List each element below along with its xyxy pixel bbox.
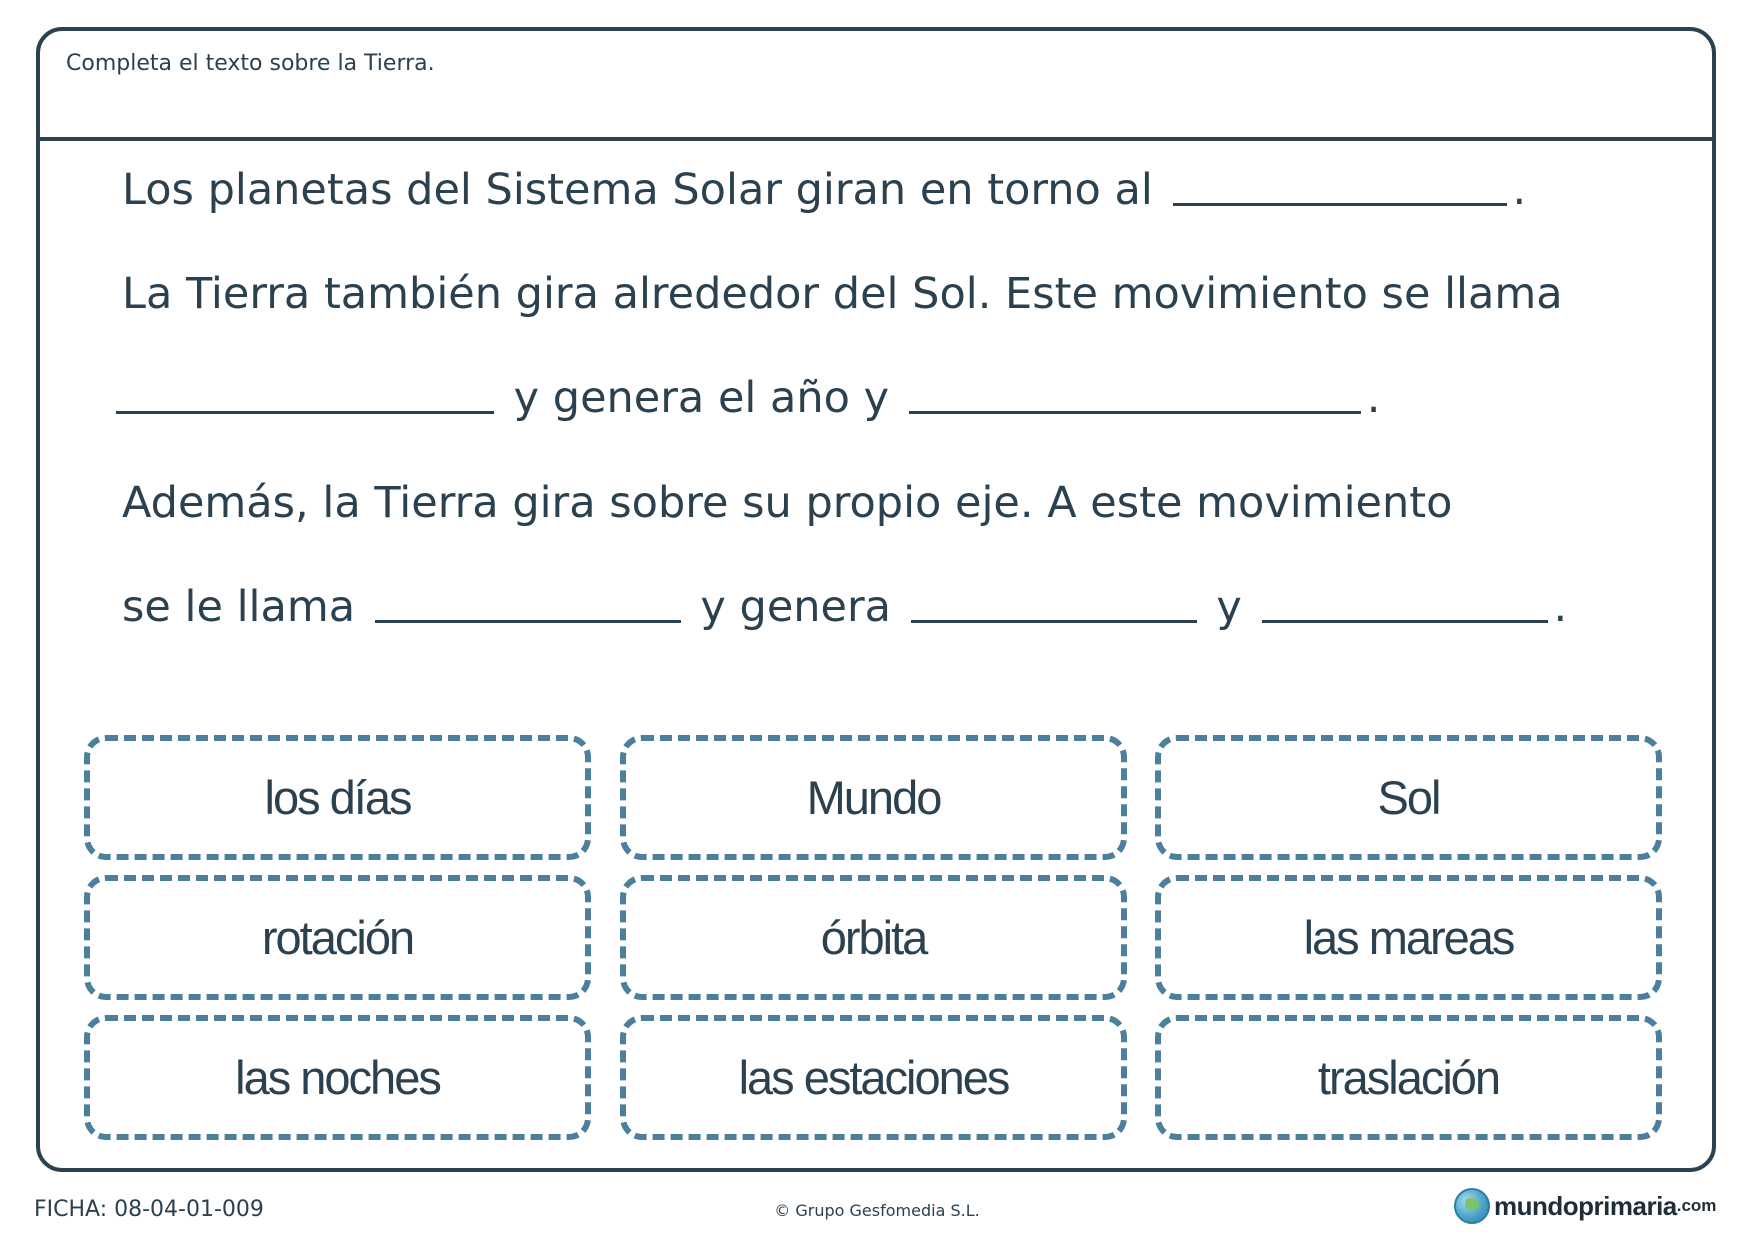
sentence-text: Además, la Tierra gira sobre su propio eje. A este movimiento <box>122 478 1453 528</box>
card-header <box>40 31 1712 141</box>
sentence-line-2 <box>122 269 1563 319</box>
copyright-text: © Grupo Gesfomedia S.L. <box>774 1201 980 1220</box>
sentence-line-4 <box>122 478 1453 528</box>
sentence-text: y genera <box>700 582 892 632</box>
word-option[interactable]: las noches <box>84 1015 591 1140</box>
blank-6[interactable] <box>1262 620 1548 623</box>
sentence-text: se le llama <box>122 582 356 632</box>
blank-1[interactable] <box>1173 203 1507 206</box>
word-option[interactable]: rotación <box>84 875 591 1000</box>
sentence-text: La Tierra también gira alrededor del Sol. Este movimiento se llama <box>122 269 1563 319</box>
sentence-line-3 <box>110 373 1381 423</box>
worksheet-code: FICHA: 08-04-01-009 <box>34 1197 264 1222</box>
word-option[interactable]: las mareas <box>1155 875 1662 1000</box>
sentence-text: Los planetas del Sistema Solar giran en torno al <box>122 165 1153 215</box>
worksheet-card <box>36 27 1716 1172</box>
sentence-line-5 <box>122 582 1568 632</box>
word-option[interactable]: traslación <box>1155 1015 1662 1140</box>
blank-3[interactable] <box>909 411 1361 414</box>
logo-text: mundoprimaria <box>1494 1190 1677 1221</box>
word-option[interactable]: Mundo <box>620 735 1127 860</box>
logo-suffix: .com <box>1676 1196 1717 1215</box>
word-option[interactable]: Sol <box>1155 735 1662 860</box>
period: . <box>1366 373 1381 423</box>
sentence-text: y <box>1216 582 1242 632</box>
sentence-text: y genera el año y <box>513 373 890 423</box>
period: . <box>1512 165 1527 215</box>
blank-2[interactable] <box>116 411 494 414</box>
instruction-text: Completa el texto sobre la Tierra. <box>66 51 435 76</box>
word-option[interactable]: los días <box>84 735 591 860</box>
period: . <box>1553 582 1568 632</box>
word-option[interactable]: las estaciones <box>620 1015 1127 1140</box>
blank-4[interactable] <box>375 620 681 623</box>
site-logo[interactable] <box>1454 1188 1716 1224</box>
globe-icon <box>1454 1188 1490 1224</box>
word-option[interactable]: órbita <box>620 875 1127 1000</box>
blank-5[interactable] <box>911 620 1197 623</box>
sentence-line-1 <box>122 165 1527 215</box>
